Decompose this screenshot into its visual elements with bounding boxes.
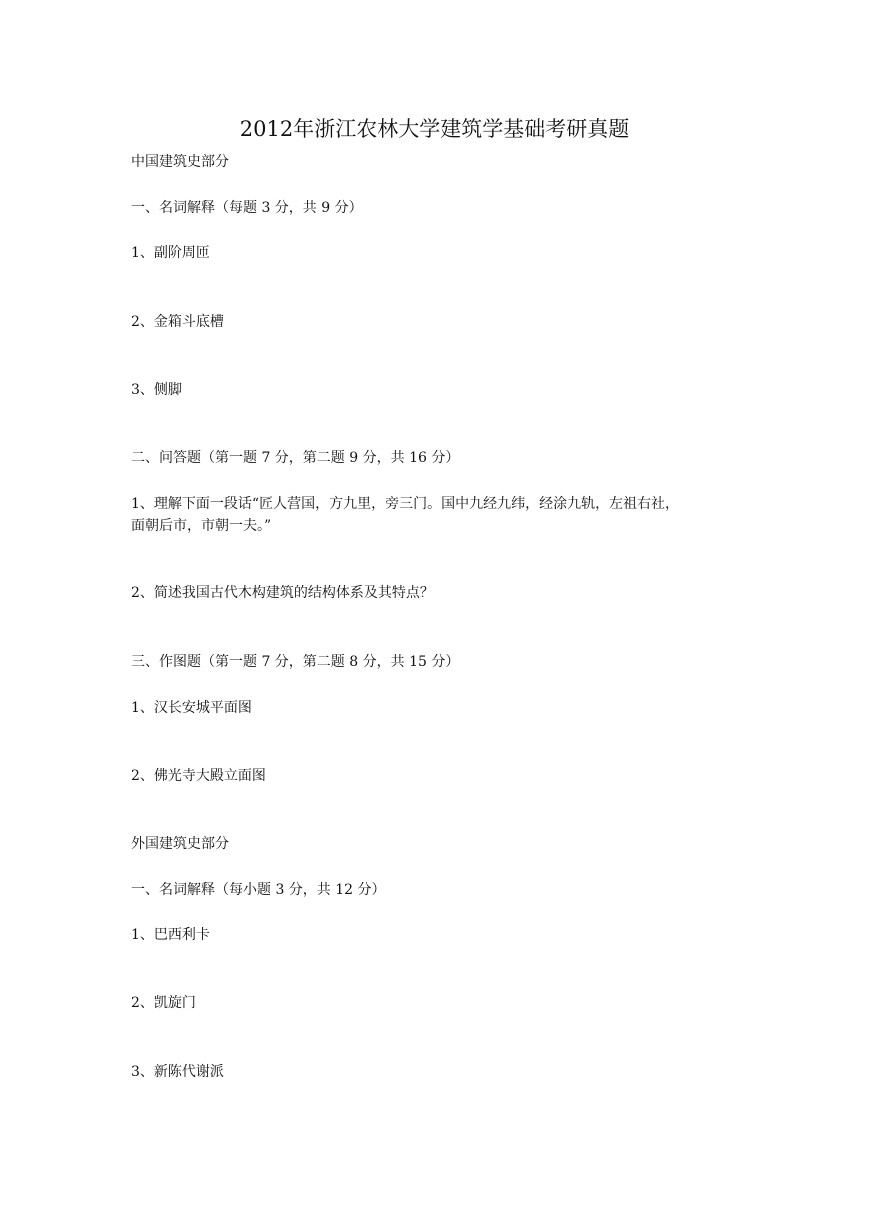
question-item: 3、侧脚 [131,382,182,398]
question-group-heading: 一、名词解释（每小题 3 分，共 12 分） [131,882,386,898]
question-item-continuation: 面朝后市，市朝一夫。” [131,518,272,534]
question-item: 1、巴西利卡 [131,927,210,943]
question-item: 3、新陈代谢派 [131,1064,224,1080]
question-item: 2、简述我国古代木构建筑的结构体系及其特点？ [131,585,434,601]
section-heading-foreign-history: 外国建筑史部分 [131,836,229,852]
question-group-heading: 二、问答题（第一题 7 分，第二题 9 分，共 16 分） [131,450,460,466]
document-title: 2012年浙江农林大学建筑学基础考研真题 [239,117,630,141]
question-group-heading: 三、作图题（第一题 7 分，第二题 8 分，共 15 分） [131,654,460,670]
question-item: 1、理解下面一段话“匠人营国，方九里，旁三门。国中九经九纬，经涂九轨，左祖右社， [131,496,680,512]
question-group-heading: 一、名词解释（每题 3 分，共 9 分） [131,200,363,216]
section-heading-chinese-history: 中国建筑史部分 [131,154,229,170]
question-item: 1、副阶周匝 [131,245,210,261]
question-item: 2、金箱斗底槽 [131,314,224,330]
question-item: 2、佛光寺大殿立面图 [131,768,266,784]
question-item: 1、汉长安城平面图 [131,700,252,716]
question-item: 2、凯旋门 [131,995,196,1011]
